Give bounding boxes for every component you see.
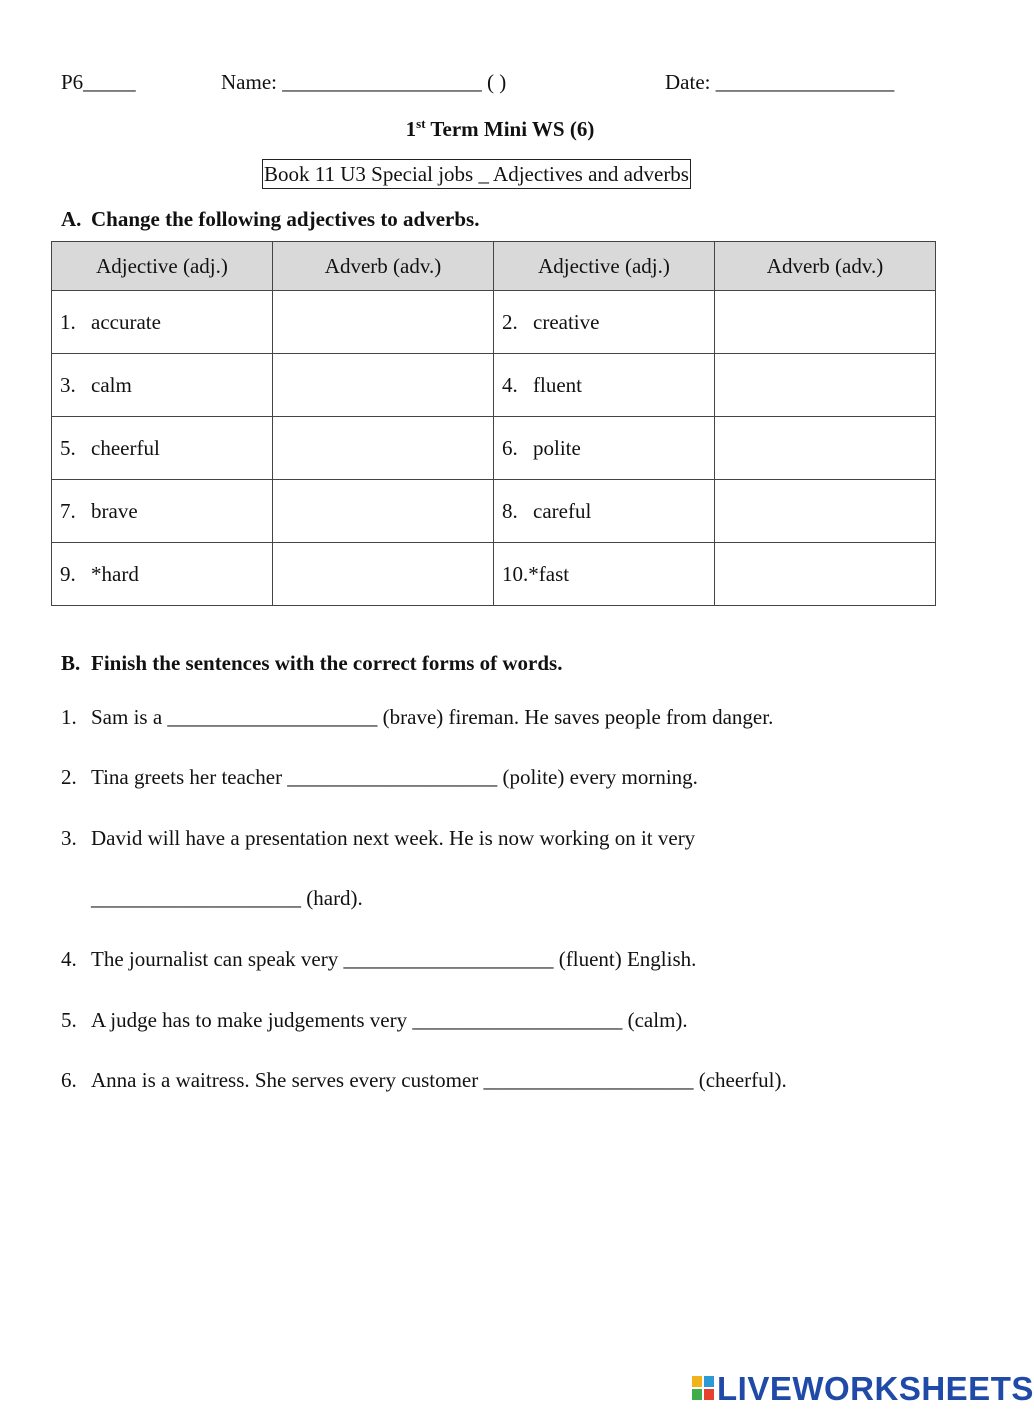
name-field: Name: ___________________ ( ) xyxy=(221,70,507,94)
adverb-answer-cell[interactable] xyxy=(715,543,936,606)
table-row xyxy=(52,417,936,480)
page-title: 1st Term Mini WS (6) xyxy=(405,116,595,141)
adjective-cell xyxy=(52,543,273,606)
item-number: 7. xyxy=(60,498,76,523)
subtitle-box: Book 11 U3 Special jobs _ Adjectives and adverbs xyxy=(262,159,691,189)
adverb-answer-cell[interactable] xyxy=(273,543,494,606)
adjective-cell xyxy=(494,291,715,354)
table-row xyxy=(52,291,936,354)
adjective-word: cheerful xyxy=(91,435,160,460)
adverb-answer-cell[interactable] xyxy=(273,354,494,417)
adverb-answer-cell[interactable] xyxy=(715,291,936,354)
column-header: Adverb (adv.) xyxy=(273,242,494,291)
item-number: 2. xyxy=(502,309,518,334)
item-number: 10. xyxy=(502,561,529,586)
adjective-cell xyxy=(52,354,273,417)
sentence: 3. David will have a presentation next week. He is now working on it very xyxy=(61,826,696,850)
sentence: 4. The journalist can speak very ____________________ (fluent) English. xyxy=(61,947,697,971)
sentence: 1. Sam is a ____________________ (brave) fireman. He saves people from danger. xyxy=(61,705,774,729)
adjective-word: fluent xyxy=(533,372,582,397)
adjective-word: polite xyxy=(533,435,581,460)
sentence: 5. A judge has to make judgements very ____________________ (calm). xyxy=(61,1008,688,1032)
section-a-heading: A. Change the following adjectives to adverbs. xyxy=(61,207,480,231)
adjective-word: *hard xyxy=(91,561,139,586)
sentence: 6. Anna is a waitress. She serves every customer ____________________ (cheerful). xyxy=(61,1068,787,1092)
item-number: 8. xyxy=(502,498,518,523)
table-header-row xyxy=(52,242,936,291)
adverb-answer-cell[interactable] xyxy=(273,480,494,543)
adjective-cell xyxy=(494,417,715,480)
adverb-answer-cell[interactable] xyxy=(715,480,936,543)
sentence-continuation: ____________________ (hard). xyxy=(91,886,363,910)
liveworksheets-logo-icon xyxy=(692,1376,714,1400)
adjective-cell xyxy=(52,417,273,480)
column-header: Adjective (adj.) xyxy=(52,242,273,291)
adjective-word: *fast xyxy=(528,561,570,586)
section-b-heading: B. Finish the sentences with the correct forms of words. xyxy=(61,651,563,675)
date-field: Date: _________________ xyxy=(665,70,895,94)
item-number: 9. xyxy=(60,561,76,586)
adjective-word: accurate xyxy=(91,309,161,334)
column-header: Adjective (adj.) xyxy=(494,242,715,291)
item-number: 1. xyxy=(60,309,76,334)
sentence: 2. Tina greets her teacher ____________________ (polite) every morning. xyxy=(61,765,698,789)
adverb-answer-cell[interactable] xyxy=(273,417,494,480)
adverb-answer-cell[interactable] xyxy=(715,417,936,480)
liveworksheets-logo: LIVEWORKSHEETS xyxy=(692,1370,1034,1408)
class-field: P6_____ xyxy=(61,70,136,94)
item-number: 5. xyxy=(60,435,76,460)
adjective-cell xyxy=(494,480,715,543)
adjective-word: brave xyxy=(91,498,138,523)
adjective-word: careful xyxy=(533,498,592,523)
table-row xyxy=(52,480,936,543)
item-number: 3. xyxy=(60,372,76,397)
item-number: 6. xyxy=(502,435,518,460)
adjective-cell xyxy=(52,480,273,543)
adverb-answer-cell[interactable] xyxy=(273,291,494,354)
item-number: 4. xyxy=(502,372,518,397)
table-row xyxy=(52,354,936,417)
adjective-cell xyxy=(52,291,273,354)
adjective-word: creative xyxy=(533,309,600,334)
adverb-answer-cell[interactable] xyxy=(715,354,936,417)
adjective-cell xyxy=(494,543,715,606)
table-row xyxy=(52,543,936,606)
adjective-cell xyxy=(494,354,715,417)
adjective-adverb-table xyxy=(51,241,936,606)
column-header: Adverb (adv.) xyxy=(715,242,936,291)
adjective-word: calm xyxy=(91,372,132,397)
